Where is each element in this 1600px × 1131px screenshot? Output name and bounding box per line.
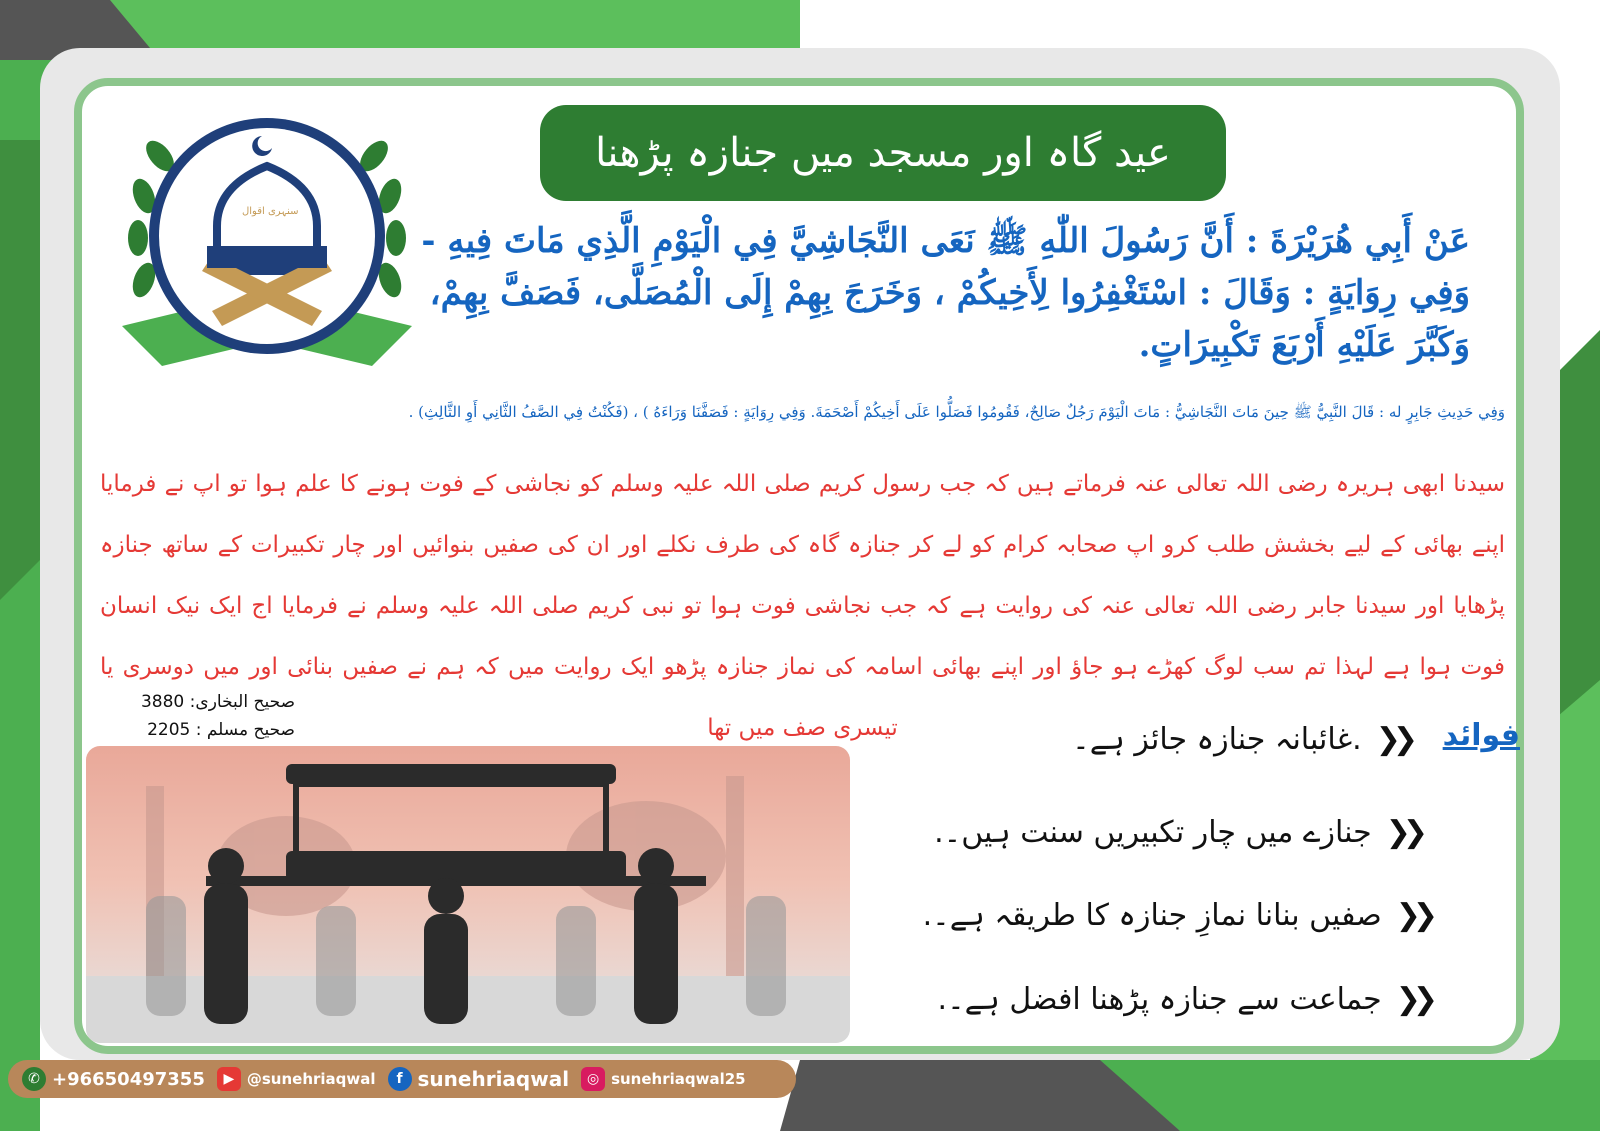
footer-youtube[interactable] <box>217 1067 376 1091</box>
footer-facebook[interactable] <box>388 1067 570 1091</box>
whatsapp-icon: ✆ <box>22 1067 46 1091</box>
reference-muslim: صحیح مسلم : 2205 <box>147 720 295 740</box>
logo-emblem <box>112 96 422 386</box>
reference-bukhari: صحیح البخاری: 3880 <box>140 692 295 712</box>
youtube-icon: ▶ <box>217 1067 241 1091</box>
fawaid-heading: فوائد <box>1442 718 1520 753</box>
double-chevron-left-icon: ❮❮ <box>1375 722 1410 757</box>
phone-number: +96650497355 <box>52 1068 205 1090</box>
benefit-point <box>1010 722 1410 757</box>
benefit-point <box>880 982 1430 1017</box>
instagram-icon: ◎ <box>581 1067 605 1091</box>
benefit-text: .غائبانہ جنازہ جائز ہے۔ <box>1072 722 1362 757</box>
double-chevron-left-icon: ❮❮ <box>1385 815 1420 850</box>
references <box>80 688 295 744</box>
double-chevron-left-icon: ❮❮ <box>1395 982 1430 1017</box>
double-chevron-left-icon: ❮❮ <box>1395 898 1430 933</box>
facebook-handle: sunehriaqwal <box>417 1067 570 1091</box>
logo-label: سنہری اقوال <box>242 206 299 217</box>
facebook-icon: f <box>388 1067 412 1091</box>
funeral-illustration <box>86 746 850 1043</box>
urdu-translation: سیدنا ابھی ہریرہ رضی اللہ تعالی عنہ فرماتے ہیں کہ جب رسول کریم صلی اللہ علیہ وسلم کو نجاشی کے فوت ہونے کا علم ہوا تو اپ نے فرمایا اپنے بھائی کے لیے بخشش طلب کرو اپ صحابہ کرام کو لے کر جنازہ گاہ کی طرف نکلے اور ان کی صفیں بنوائیں اور چار تکبیرات کے ساتھ جنازہ پڑھایا اور سیدنا جابر رضی اللہ تعالی عنہ کی روایت ہے کہ جب نجاشی فوت ہوا تو نبی کریم صلی اللہ علیہ وسلم نے فرمایا اج ایک نیک انسان فوت ہوا ہے لہذا تم سب لوگ کھڑے ہو جاؤ اور اپنے بھائی اسامہ کی نماز جنازہ پڑھو ایک روایت میں کہ ہم نے صفیں بنائی اور میں دوسری یا تیسری صف میں تھا <box>100 471 1505 741</box>
youtube-handle: @sunehriaqwal <box>246 1070 376 1088</box>
benefit-text: جنازے میں چار تکبیریں سنت ہیں۔. <box>934 815 1372 850</box>
instagram-handle: sunehriaqwal25 <box>611 1070 746 1088</box>
page-title: عید گاہ اور مسجد میں جنازہ پڑھنا <box>540 105 1226 201</box>
funeral-scene <box>86 746 850 1043</box>
footer-instagram[interactable] <box>581 1067 746 1091</box>
social-footer <box>8 1060 796 1098</box>
benefit-point <box>900 898 1430 933</box>
hadith-arabic-secondary: وَفِي حَدِيثِ جَابِرٍ له : قَالَ النَّبِيُّ ﷺ حِينَ مَاتَ النَّجَاشِيُّ : مَاتَ الْيَوْمَ رَجُلٌ صَالِحٌ، فَقُومُوا فَصَلُّوا عَلَى أَخِيكُمْ أَصْحَمَةَ. وَفِي رِوَايَةٍ : فَصَفَّنَا وَرَاءَهُ ) ، (فَكُنْتُ فِي الصَّفُ الثَّانِي أَوِ الثَّالِثِ) . <box>408 403 1505 421</box>
benefit-text: صفیں بنانا نمازِ جنازہ کا طریقہ ہے۔. <box>922 898 1382 933</box>
benefit-text: جماعت سے جنازہ پڑھنا افضل ہے۔. <box>937 982 1382 1017</box>
footer-whatsapp[interactable] <box>22 1067 205 1091</box>
benefit-point <box>870 815 1420 850</box>
hadith-arabic: عَنْ أَبِي هُرَيْرَةَ : أَنَّ رَسُولَ اللّٰهِ ﷺ نَعَى النَّجَاشِيَّ فِي الْيَوْمِ الَّذِي مَاتَ فِيهِ - وَفِي رِوَايَةٍ : وَقَالَ : اسْتَغْفِرُوا لِأَخِيكُمْ ، وَخَرَجَ بِهِمْ إِلَى الْمُصَلَّى، فَصَفَّ بِهِمْ، وَكَبَّرَ عَلَيْهِ أَرْبَعَ تَكْبِيرَاتٍ. <box>421 221 1470 365</box>
